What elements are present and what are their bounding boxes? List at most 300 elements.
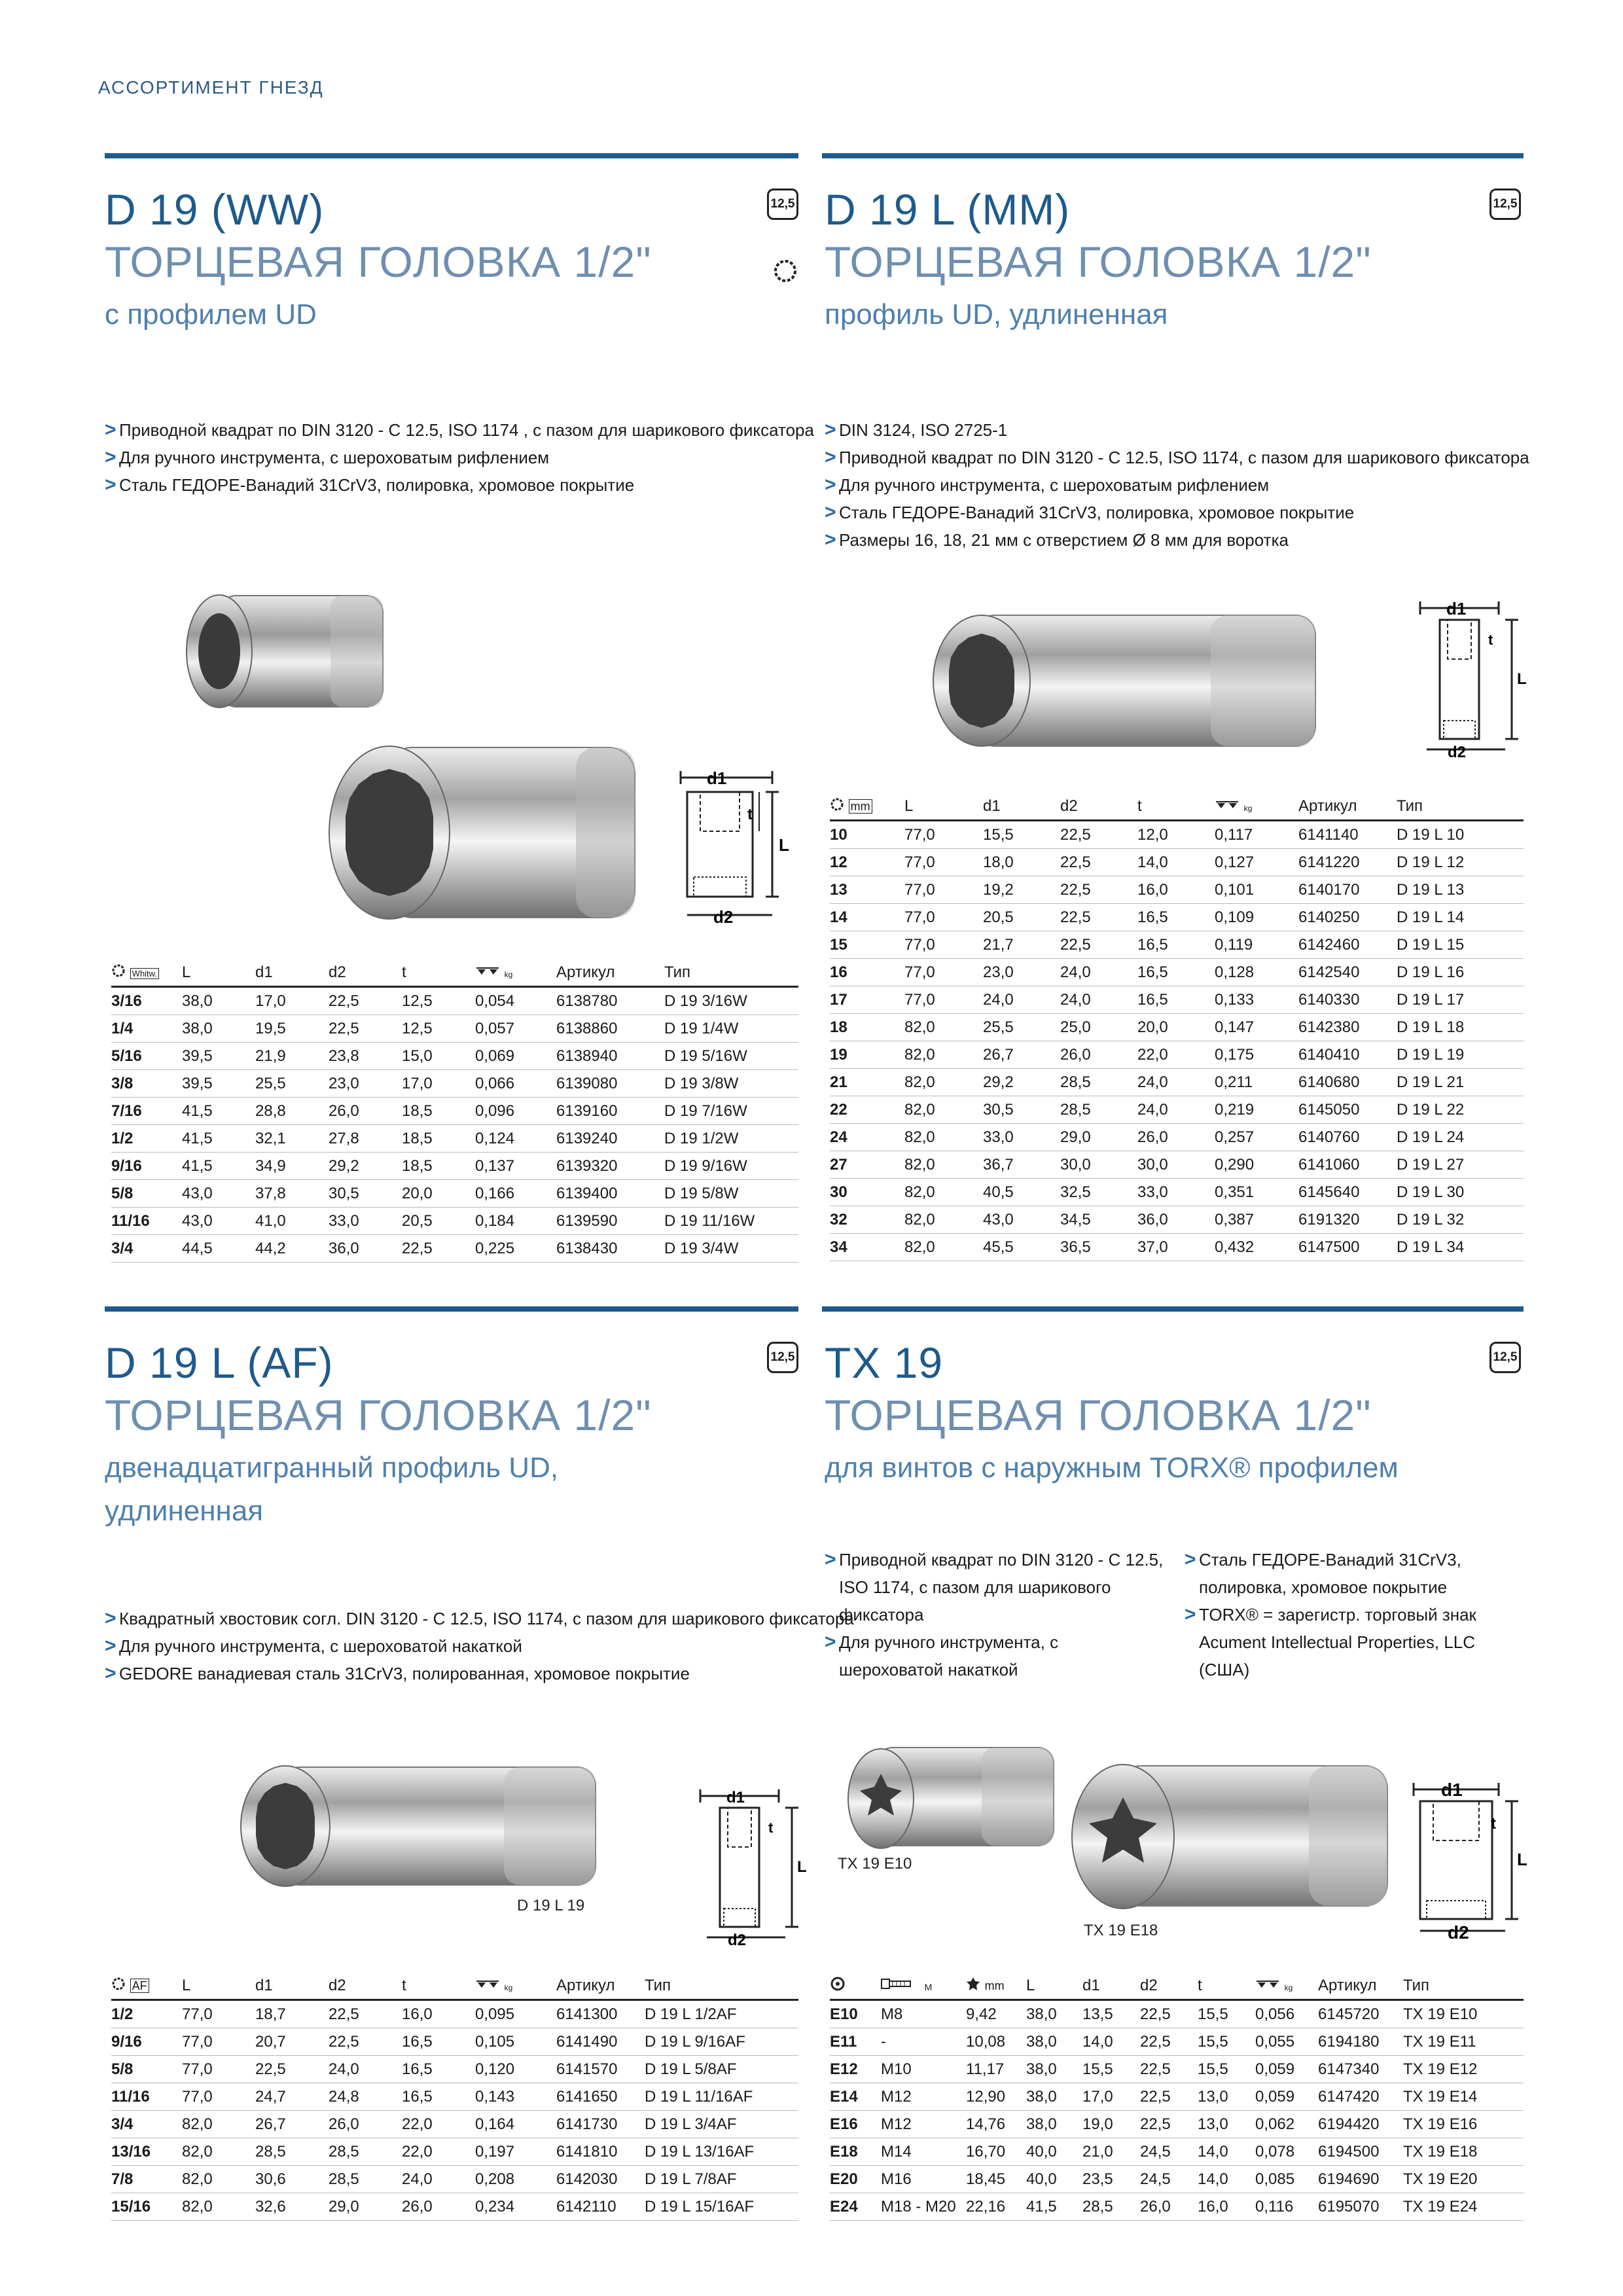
table-cell: 77,0 xyxy=(182,2000,255,2028)
table-cell: 28,5 xyxy=(1060,1069,1137,1096)
header-text: kg xyxy=(504,969,513,979)
photo-caption: TX 19 E10 xyxy=(838,1855,912,1873)
table-cell: 0,184 xyxy=(475,1208,556,1235)
table-row xyxy=(111,1153,798,1180)
table-row xyxy=(830,1234,1524,1261)
table-cell: 22,5 xyxy=(1140,2111,1198,2138)
socket-photo-small xyxy=(167,576,402,720)
column-header-size xyxy=(111,960,182,987)
table-cell: 18,5 xyxy=(402,1153,475,1180)
table-cell: 17,0 xyxy=(255,987,329,1015)
table-cell: 13 xyxy=(830,876,904,904)
table-cell: 22,5 xyxy=(1060,904,1137,931)
table-cell: 77,0 xyxy=(182,2083,255,2111)
table-row xyxy=(830,821,1524,849)
section-title: D 19 (WW) xyxy=(105,185,325,234)
table-row xyxy=(830,1151,1524,1179)
table-cell: 16,5 xyxy=(1137,931,1215,959)
table-cell: 0,147 xyxy=(1215,1014,1298,1041)
column-header-weight xyxy=(1255,1973,1318,2000)
table-cell: 16,5 xyxy=(402,2083,475,2111)
table-cell: 20,0 xyxy=(1137,1014,1215,1041)
dimension-diagram xyxy=(694,1780,812,1950)
table-cell: D 19 L 9/16AF xyxy=(645,2028,798,2056)
table-cell: 32,1 xyxy=(255,1125,329,1153)
table-cell: 14,0 xyxy=(1198,2138,1255,2166)
table-cell: 37,8 xyxy=(255,1180,329,1208)
table-cell: E14 xyxy=(830,2083,881,2111)
table-cell: M18 - M20 xyxy=(881,2193,966,2221)
table-cell: 15,5 xyxy=(1198,2056,1255,2083)
table-cell: 36,0 xyxy=(1137,1206,1215,1234)
column-header: d2 xyxy=(329,960,402,987)
header-text: kg xyxy=(1284,1982,1293,1992)
dodecagon-profile-icon xyxy=(772,258,798,284)
table-cell: 15,0 xyxy=(402,1043,475,1070)
table-cell: D 19 L 19 xyxy=(1397,1041,1524,1069)
table-cell: D 19 L 5/8AF xyxy=(645,2056,798,2083)
table-cell: 82,0 xyxy=(904,1014,983,1041)
dimension-label-t: t xyxy=(1488,632,1493,648)
column-header: L xyxy=(182,1973,255,2000)
table-row xyxy=(111,2111,798,2138)
table-cell: 12 xyxy=(830,849,904,876)
table-cell: 6191320 xyxy=(1298,1206,1397,1234)
table-cell: D 19 L 1/2AF xyxy=(645,2000,798,2028)
table-row xyxy=(830,1179,1524,1206)
table-cell: 28,5 xyxy=(255,2138,329,2166)
table-cell: 6141490 xyxy=(556,2028,645,2056)
table-cell: 16,5 xyxy=(1137,986,1215,1014)
table-cell: 6142110 xyxy=(556,2193,645,2221)
table-cell: 0,166 xyxy=(475,1180,556,1208)
section-divider xyxy=(822,1306,1524,1312)
table-cell: 6141810 xyxy=(556,2138,645,2166)
table-cell: 6194180 xyxy=(1318,2028,1403,2056)
section-divider xyxy=(822,153,1524,158)
section-title-secondary: ТОРЦЕВАЯ ГОЛОВКА 1/2" xyxy=(825,1391,1372,1439)
column-header: L xyxy=(904,793,983,821)
table-cell: D 19 L 27 xyxy=(1397,1151,1524,1179)
table-cell: D 19 11/16W xyxy=(664,1208,798,1235)
table-cell: D 19 L 30 xyxy=(1397,1179,1524,1206)
table-cell: 0,164 xyxy=(475,2111,556,2138)
table-row xyxy=(830,959,1524,986)
table-cell: M10 xyxy=(881,2056,966,2083)
table-cell: 30,6 xyxy=(255,2166,329,2193)
dimension-label-d1: d1 xyxy=(1441,1780,1463,1800)
table-cell: 15,5 xyxy=(1198,2028,1255,2056)
table-cell: 14,0 xyxy=(1198,2166,1255,2193)
table-row xyxy=(111,1070,798,1098)
column-header: Тип xyxy=(645,1973,798,2000)
table-cell: 77,0 xyxy=(904,931,983,959)
dimension-diagram xyxy=(674,759,792,929)
table-cell: D 19 L 10 xyxy=(1397,821,1524,849)
table-cell: 26,7 xyxy=(255,2111,329,2138)
table-cell: 6142460 xyxy=(1298,931,1397,959)
header-text: kg xyxy=(1243,803,1253,813)
table-cell: D 19 3/16W xyxy=(664,987,798,1015)
table-row xyxy=(111,2166,798,2193)
column-header: d1 xyxy=(255,1973,329,2000)
table-cell: 0,057 xyxy=(475,1015,556,1043)
table-cell: 3/4 xyxy=(111,2111,182,2138)
table-row xyxy=(830,2083,1524,2111)
column-header: d2 xyxy=(1060,793,1137,821)
section-subtitle-line2: удлиненная xyxy=(105,1495,264,1527)
feature-list xyxy=(105,1605,854,1687)
table-cell: 24 xyxy=(830,1124,904,1151)
table-cell: 18,0 xyxy=(983,849,1060,876)
table-row xyxy=(830,1014,1524,1041)
table-cell: 16,0 xyxy=(402,2000,475,2028)
table-cell: 41,0 xyxy=(255,1208,329,1235)
table-header-row xyxy=(111,960,798,987)
table-row xyxy=(830,1069,1524,1096)
table-cell: D 19 L 12 xyxy=(1397,849,1524,876)
table-cell: 0,059 xyxy=(1255,2083,1318,2111)
table-cell: 28,5 xyxy=(329,2138,402,2166)
table-cell: D 19 7/16W xyxy=(664,1098,798,1125)
table-cell: 0,059 xyxy=(1255,2056,1318,2083)
table-cell: 12,90 xyxy=(966,2083,1026,2111)
section-title: TX 19 xyxy=(825,1338,944,1387)
section-d19l-mm xyxy=(825,183,1372,336)
table-cell: 6138940 xyxy=(556,1043,664,1070)
table-cell: 26,0 xyxy=(1137,1124,1215,1151)
table-cell: 22,5 xyxy=(1140,2056,1198,2083)
table-cell: 82,0 xyxy=(904,1124,983,1151)
table-cell: 24,0 xyxy=(1137,1069,1215,1096)
table-cell: 38,0 xyxy=(1026,2083,1082,2111)
column-header: t xyxy=(402,960,475,987)
column-header: Артикул xyxy=(1298,793,1397,821)
section-subtitle: профиль UD, удлиненная xyxy=(825,298,1168,331)
table-cell: 6141300 xyxy=(556,2000,645,2028)
table-cell: 17,0 xyxy=(1082,2083,1140,2111)
table-cell: 6194500 xyxy=(1318,2138,1403,2166)
torx-socket-photo-large xyxy=(1060,1754,1400,1918)
feature-item: > Квадратный хвостовик согл. DIN 3120 - C 12.5, ISO 1174, с пазом для шарикового фиксатора xyxy=(105,1605,854,1632)
table-cell: 0,208 xyxy=(475,2166,556,2193)
table-cell: 22,5 xyxy=(255,2056,329,2083)
square-drive-badge: 12,5 xyxy=(767,1342,798,1373)
table-cell: E18 xyxy=(830,2138,881,2166)
table-cell: D 19 3/4W xyxy=(664,1235,798,1263)
table-cell: TX 19 E11 xyxy=(1403,2028,1524,2056)
table-cell: 0,387 xyxy=(1215,1206,1298,1234)
table-cell: 0,101 xyxy=(1215,876,1298,904)
column-header: Тип xyxy=(1403,1973,1524,2000)
table-row xyxy=(111,2000,798,2028)
table-cell: 6145720 xyxy=(1318,2000,1403,2028)
table-cell: M12 xyxy=(881,2083,966,2111)
column-header-size xyxy=(111,1973,182,2000)
table-cell: 22,0 xyxy=(1137,1041,1215,1069)
socket-photo-long xyxy=(229,1754,609,1898)
table-cell: 24,0 xyxy=(1060,986,1137,1014)
table-cell: E12 xyxy=(830,2056,881,2083)
table-cell: 20,0 xyxy=(402,1180,475,1208)
table-cell: 29,0 xyxy=(329,2193,402,2221)
table-cell: 32,5 xyxy=(1060,1179,1137,1206)
dimension-label-d1: d1 xyxy=(726,1789,745,1806)
table-row xyxy=(111,1180,798,1208)
photo-caption: D 19 L 19 xyxy=(517,1897,585,1914)
feature-item: > Для ручного инструмента, с шероховатой накаткой xyxy=(825,1628,1165,1683)
table-cell: 24,0 xyxy=(329,2056,402,2083)
table-cell: 40,0 xyxy=(1026,2166,1082,2193)
table-cell: 33,0 xyxy=(983,1124,1060,1151)
table-cell: E20 xyxy=(830,2166,881,2193)
table-header-row xyxy=(830,793,1524,821)
table-cell: 77,0 xyxy=(904,821,983,849)
table-cell: 12,0 xyxy=(1137,821,1215,849)
table-cell: 22,16 xyxy=(966,2193,1026,2221)
table-cell: 5/8 xyxy=(111,2056,182,2083)
table-cell: D 19 1/4W xyxy=(664,1015,798,1043)
table-cell: 14 xyxy=(830,904,904,931)
table-header-row xyxy=(830,1973,1524,2000)
table-cell: 6140760 xyxy=(1298,1124,1397,1151)
feature-list xyxy=(825,416,1529,554)
table-row xyxy=(830,1041,1524,1069)
table-cell: 15,5 xyxy=(1198,2000,1255,2028)
section-title: D 19 L (AF) xyxy=(105,1338,334,1387)
table-cell: 30,5 xyxy=(983,1096,1060,1124)
table-cell: 30 xyxy=(830,1179,904,1206)
table-cell: D 19 L 13 xyxy=(1397,876,1524,904)
table-cell: 38,0 xyxy=(1026,2056,1082,2083)
table-cell: 21,7 xyxy=(983,931,1060,959)
table-cell: 0,078 xyxy=(1255,2138,1318,2166)
table-cell: D 19 L 34 xyxy=(1397,1234,1524,1261)
table-cell: 0,069 xyxy=(475,1043,556,1070)
table-cell: D 19 L 18 xyxy=(1397,1014,1524,1041)
table-cell: 32,6 xyxy=(255,2193,329,2221)
dimension-label-d2: d2 xyxy=(1448,1922,1469,1943)
table-cell: 1/2 xyxy=(111,1125,182,1153)
column-header: d1 xyxy=(983,793,1060,821)
feature-item: > Сталь ГЕДОРЕ-Ванадий 31CrV3, полировка, хромовое покрытие xyxy=(1185,1546,1525,1601)
column-header-size xyxy=(966,1973,1026,2000)
spec-table-d19l-mm xyxy=(830,793,1524,1261)
table-cell: 22,5 xyxy=(402,1235,475,1263)
feature-item: > Для ручного инструмента, с шероховатым рифлением xyxy=(105,444,814,471)
section-title-secondary: ТОРЦЕВАЯ ГОЛОВКА 1/2" xyxy=(105,1391,652,1439)
table-cell: TX 19 E20 xyxy=(1403,2166,1524,2193)
table-cell: 14,0 xyxy=(1082,2028,1140,2056)
table-cell: 28,5 xyxy=(1082,2193,1140,2221)
socket-photo-large xyxy=(314,733,648,929)
table-cell: 6139240 xyxy=(556,1125,664,1153)
header-text: mm xyxy=(984,1979,1005,1993)
table-cell: 22,5 xyxy=(329,2000,402,2028)
table-cell: 23,5 xyxy=(1082,2166,1140,2193)
table-cell: 36,0 xyxy=(329,1235,402,1263)
table-cell: 5/8 xyxy=(111,1180,182,1208)
dimension-label-L: L xyxy=(779,835,789,855)
table-cell: 25,5 xyxy=(983,1014,1060,1041)
table-cell: D 19 L 15 xyxy=(1397,931,1524,959)
table-cell: 0,351 xyxy=(1215,1179,1298,1206)
header-text: AF xyxy=(130,1979,149,1993)
table-cell: 77,0 xyxy=(904,849,983,876)
table-cell: 0,133 xyxy=(1215,986,1298,1014)
table-cell: 16,5 xyxy=(402,2056,475,2083)
dimension-label-d2: d2 xyxy=(1448,744,1467,761)
table-cell: 0,096 xyxy=(475,1098,556,1125)
table-cell: 36,5 xyxy=(1060,1234,1137,1261)
table-row xyxy=(830,2193,1524,2221)
table-row xyxy=(111,2056,798,2083)
table-cell: 7/16 xyxy=(111,1098,182,1125)
square-drive-badge: 12,5 xyxy=(767,188,798,220)
table-row xyxy=(111,1043,798,1070)
table-row xyxy=(830,2111,1524,2138)
table-cell: 0,095 xyxy=(475,2000,556,2028)
table-row xyxy=(830,876,1524,904)
table-cell: 20,5 xyxy=(402,1208,475,1235)
table-cell: 44,5 xyxy=(182,1235,255,1263)
table-cell: D 19 5/16W xyxy=(664,1043,798,1070)
table-cell: D 19 L 13/16AF xyxy=(645,2138,798,2166)
feature-item: > Для ручного инструмента, с шероховатым рифлением xyxy=(825,471,1529,499)
table-cell: 82,0 xyxy=(182,2138,255,2166)
table-cell: 6140250 xyxy=(1298,904,1397,931)
table-cell: 43,0 xyxy=(182,1180,255,1208)
column-header-weight xyxy=(475,960,556,987)
table-row xyxy=(111,2083,798,2111)
table-cell: 22,5 xyxy=(1140,2083,1198,2111)
table-cell: 10,08 xyxy=(966,2028,1026,2056)
screw-icon xyxy=(881,1977,920,1995)
section-subtitle: для винтов с наружным TORX® профилем xyxy=(825,1452,1399,1484)
table-row xyxy=(111,1208,798,1235)
table-cell: 33,0 xyxy=(329,1208,402,1235)
table-cell: 0,219 xyxy=(1215,1096,1298,1124)
table-cell: 18,5 xyxy=(402,1098,475,1125)
table-cell: 17,0 xyxy=(402,1070,475,1098)
table-cell: 0,432 xyxy=(1215,1234,1298,1261)
socket-photo-long xyxy=(923,602,1329,759)
table-cell: 0,066 xyxy=(475,1070,556,1098)
table-cell: 6142380 xyxy=(1298,1014,1397,1041)
page-header-label: АССОРТИМЕНТ ГНЕЗД xyxy=(98,77,324,98)
table-cell: 0,211 xyxy=(1215,1069,1298,1096)
table-cell: 24,0 xyxy=(983,986,1060,1014)
scale-icon xyxy=(1215,797,1240,816)
table-cell: 82,0 xyxy=(904,1206,983,1234)
table-cell: 30,0 xyxy=(1060,1151,1137,1179)
table-cell: 6140170 xyxy=(1298,876,1397,904)
table-cell: D 19 9/16W xyxy=(664,1153,798,1180)
table-row xyxy=(830,2000,1524,2028)
table-cell: 27,8 xyxy=(329,1125,402,1153)
section-subtitle: двенадцатигранный профиль UD, xyxy=(105,1452,559,1484)
table-row xyxy=(830,1096,1524,1124)
table-cell: 22 xyxy=(830,1096,904,1124)
table-cell: TX 19 E14 xyxy=(1403,2083,1524,2111)
table-cell: 14,0 xyxy=(1137,849,1215,876)
square-drive-badge: 12,5 xyxy=(1489,188,1521,220)
table-row xyxy=(830,931,1524,959)
table-cell: 6139320 xyxy=(556,1153,664,1180)
feature-list xyxy=(105,416,814,499)
table-cell: 21,0 xyxy=(1082,2138,1140,2166)
table-cell: 38,0 xyxy=(182,987,255,1015)
table-cell: 40,0 xyxy=(1026,2138,1082,2166)
table-cell: D 19 1/2W xyxy=(664,1125,798,1153)
table-cell: 82,0 xyxy=(904,1069,983,1096)
table-cell: 6147420 xyxy=(1318,2083,1403,2111)
dimension-label-L: L xyxy=(797,1858,807,1876)
column-header-profile xyxy=(830,1973,881,2000)
table-cell: 13/16 xyxy=(111,2138,182,2166)
column-header: t xyxy=(1198,1973,1255,2000)
table-cell: 34,9 xyxy=(255,1153,329,1180)
table-cell: 39,5 xyxy=(182,1043,255,1070)
table-row xyxy=(830,904,1524,931)
table-cell: 24,8 xyxy=(329,2083,402,2111)
table-cell: 15,5 xyxy=(983,821,1060,849)
table-cell: 0,128 xyxy=(1215,959,1298,986)
feature-list-right xyxy=(1185,1546,1525,1683)
scale-icon xyxy=(475,1977,500,1995)
table-cell: 38,0 xyxy=(1026,2000,1082,2028)
table-cell: 6141220 xyxy=(1298,849,1397,876)
feature-item: > Приводной квадрат по DIN 3120 - C 12.5, ISO 1174, с пазом для шарикового фиксатора xyxy=(825,444,1529,471)
feature-item: > Приводной квадрат по DIN 3120 - C 12.5, ISO 1174, с пазом для шарикового фиксатора xyxy=(825,1546,1165,1628)
section-title-secondary: ТОРЦЕВАЯ ГОЛОВКА 1/2" xyxy=(825,238,1372,286)
table-cell: 28,5 xyxy=(1060,1096,1137,1124)
table-cell: 43,0 xyxy=(983,1206,1060,1234)
table-cell: E11 xyxy=(830,2028,881,2056)
table-cell: 24,5 xyxy=(1140,2138,1198,2166)
table-cell: 39,5 xyxy=(182,1070,255,1098)
table-cell: 11,17 xyxy=(966,2056,1026,2083)
table-cell: 28,8 xyxy=(255,1098,329,1125)
column-header: L xyxy=(182,960,255,987)
table-cell: 24,0 xyxy=(1060,959,1137,986)
table-cell: 19,0 xyxy=(1082,2111,1140,2138)
table-cell: D 19 5/8W xyxy=(664,1180,798,1208)
table-cell: 13,0 xyxy=(1198,2083,1255,2111)
dimension-label-d1: d1 xyxy=(707,768,727,788)
table-row xyxy=(111,2028,798,2056)
dimension-label-t: t xyxy=(768,1820,774,1836)
section-divider xyxy=(105,1306,798,1312)
scale-icon xyxy=(475,963,500,982)
table-cell: 0,054 xyxy=(475,987,556,1015)
table-cell: 82,0 xyxy=(182,2166,255,2193)
column-header: d1 xyxy=(255,960,329,987)
table-cell: 25,5 xyxy=(255,1070,329,1098)
table-cell: 6142030 xyxy=(556,2166,645,2193)
table-cell: 16,70 xyxy=(966,2138,1026,2166)
table-cell: 19,2 xyxy=(983,876,1060,904)
table-row xyxy=(830,986,1524,1014)
scale-icon xyxy=(1255,1977,1280,1995)
table-cell: 1/4 xyxy=(111,1015,182,1043)
table-cell: 22,5 xyxy=(1060,849,1137,876)
table-cell: 12,5 xyxy=(402,1015,475,1043)
table-cell: D 19 L 7/8AF xyxy=(645,2166,798,2193)
table-cell: 33,0 xyxy=(1137,1179,1215,1206)
table-cell: 41,5 xyxy=(182,1098,255,1125)
table-row xyxy=(111,987,798,1015)
